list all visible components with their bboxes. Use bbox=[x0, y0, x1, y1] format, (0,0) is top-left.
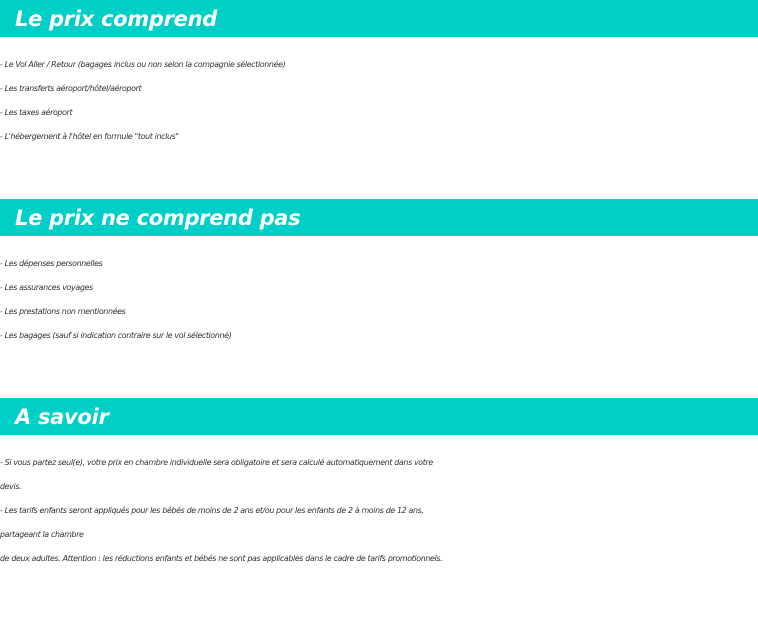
paragraph-line: de deux adultes. Attention : les réductions enfants et bébés ne sont pas applicables dans le cadre de tarifs promotionnels. bbox=[0, 554, 443, 563]
list-item: - Les taxes aéroport bbox=[0, 108, 73, 117]
section-title: Le prix ne comprend pas bbox=[15, 205, 301, 230]
paragraph-line: partageant la chambre bbox=[0, 530, 84, 539]
list-item: - Le Vol Aller / Retour (bagages inclus ou non selon la compagnie sélectionnée) bbox=[0, 60, 286, 69]
list-item: - Les bagages (sauf si indication contraire sur le vol sélectionné) bbox=[0, 331, 232, 340]
section-title: Le prix comprend bbox=[15, 6, 217, 31]
paragraph-line: devis. bbox=[0, 482, 22, 491]
section-header-price-excludes bbox=[0, 199, 758, 236]
section-title: A savoir bbox=[15, 404, 109, 429]
list-item: - L'hébergement à l'hôtel en formule "tout inclus" bbox=[0, 132, 179, 141]
paragraph-line: - Si vous partez seul(e), votre prix en chambre individuelle sera obligatoire et sera calculé automatiquement dans votre bbox=[0, 458, 433, 467]
paragraph-line: - Les tarifs enfants seront appliqués pour les bébés de moins de 2 ans et/ou pour les enfants de 2 à moins de 12 ans, bbox=[0, 506, 424, 515]
section-header-price-includes bbox=[0, 0, 758, 37]
list-item: - Les assurances voyages bbox=[0, 283, 93, 292]
section-body-price-includes bbox=[0, 53, 758, 149]
section-header-good-to-know bbox=[0, 398, 758, 435]
section-body-good-to-know bbox=[0, 451, 758, 571]
list-item: - Les transferts aéroport/hôtel/aéroport bbox=[0, 84, 142, 93]
list-item: - Les prestations non mentionnées bbox=[0, 307, 126, 316]
section-body-price-excludes bbox=[0, 252, 758, 348]
list-item: - Les dépenses personnelles bbox=[0, 259, 103, 268]
